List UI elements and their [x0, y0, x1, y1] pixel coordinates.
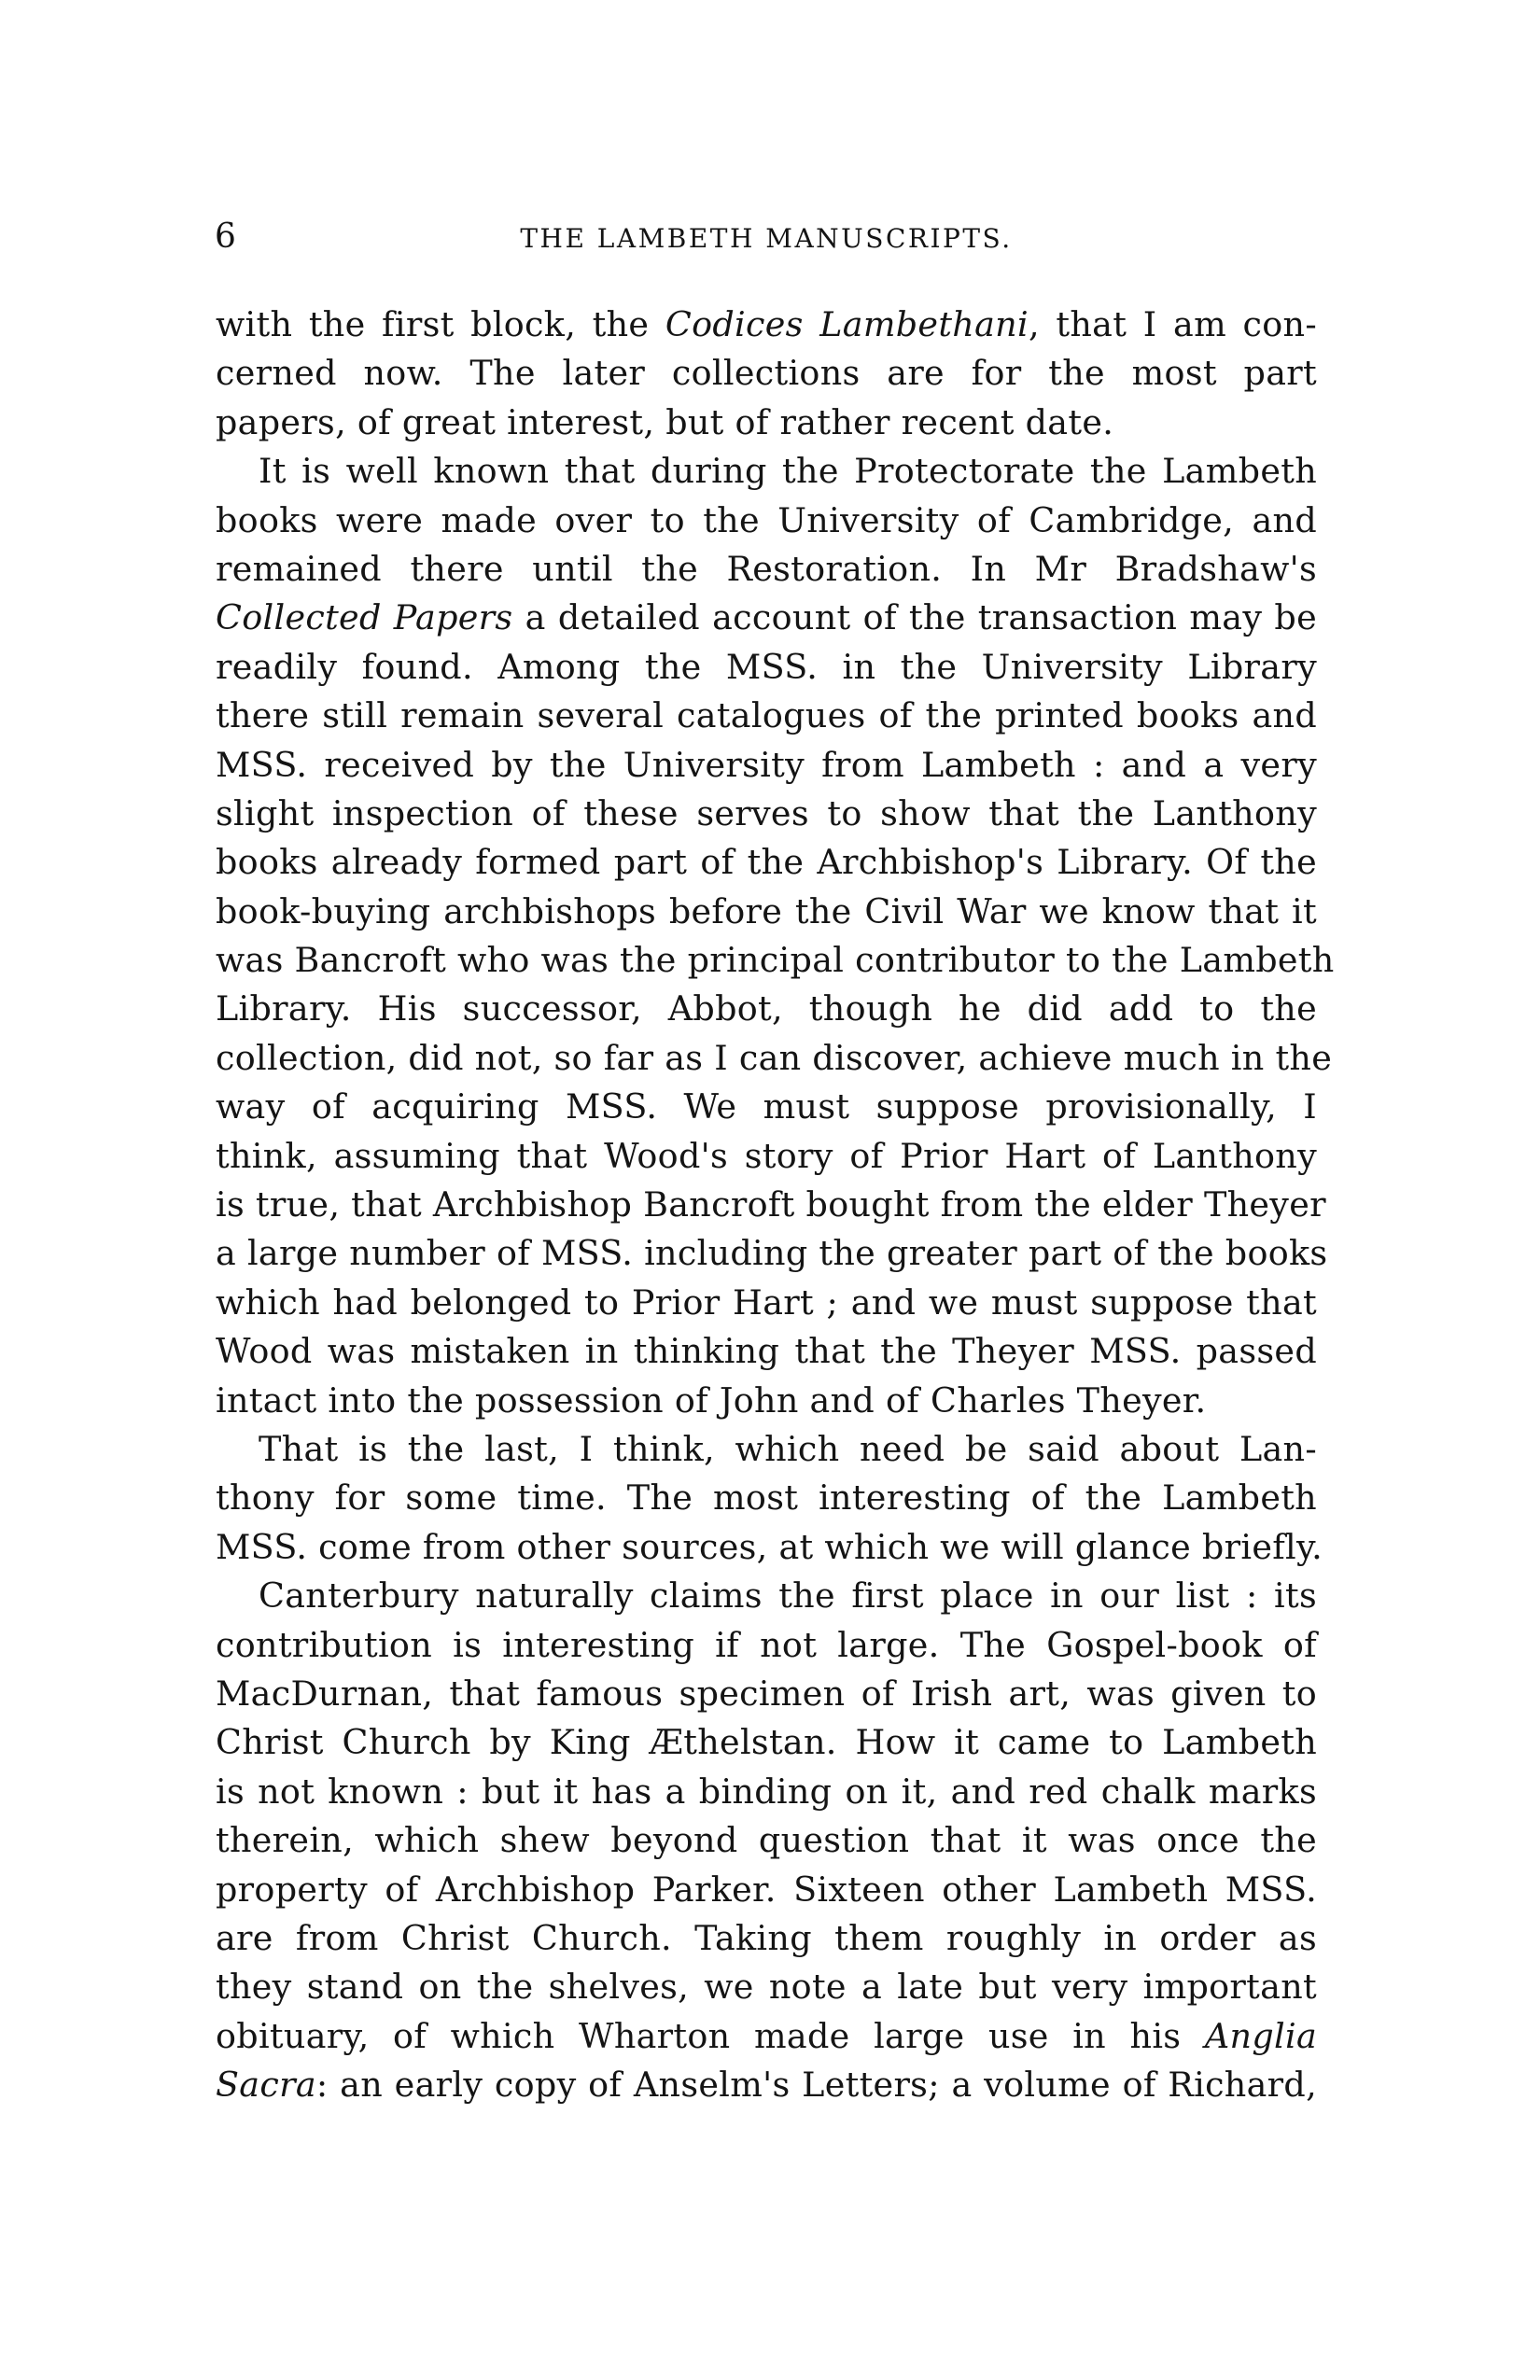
italic-title: Collected Papers [216, 597, 513, 638]
text-line: readily found. Among the MSS. in the University Library [216, 646, 1317, 687]
body-text [216, 301, 1335, 2109]
text-line: contribution is interesting if not large. The Gospel-book of [216, 1624, 1317, 1665]
text-line: there still remain several catalogues of the printed books and [216, 695, 1317, 736]
text-line: think, assuming that Wood's story of Prior Hart of Lanthony [216, 1135, 1317, 1176]
text-line: is not known : but it has a binding on it, and red chalk marks [216, 1771, 1317, 1812]
text-line: collection, did not, so far as I can discover, achieve much in the [216, 1037, 1333, 1078]
text-line: which had belonged to Prior Hart ; and we must suppose that [216, 1281, 1317, 1323]
text-line: a large number of MSS. including the greater part of the books [216, 1233, 1328, 1274]
text-line: cerned now. The later collections are for the most part [216, 353, 1317, 394]
page-header [215, 217, 1318, 258]
text-line: books already formed part of the Archbishop's Library. Of the [216, 842, 1317, 883]
text-line: are from Christ Church. Taking them roughly in order as [216, 1917, 1317, 1958]
text-line: Canterbury naturally claims the first place in our list : its [259, 1575, 1317, 1617]
text-line: therein, which shew beyond question that it was once the [216, 1820, 1317, 1861]
text-line: remained there until the Restoration. In Mr Bradshaw's [216, 548, 1317, 589]
text-line: they stand on the shelves, we note a late but very important [216, 1967, 1317, 2008]
text-line: Christ Church by King Æthelstan. How it came to Lambeth [216, 1722, 1317, 1763]
text-line: slight inspection of these serves to show that the Lanthony [216, 792, 1317, 833]
text-line: obituary, of which Wharton made large use in his Anglia [216, 2015, 1317, 2056]
text-line: property of Archbishop Parker. Sixteen other Lambeth MSS. [216, 1869, 1317, 1910]
text-line: MSS. come from other sources, at which we will glance briefly. [216, 1526, 1323, 1567]
text-line: MSS. received by the University from Lambeth : and a very [216, 744, 1317, 785]
running-title: THE LAMBETH MANUSCRIPTS. [520, 223, 1013, 254]
text-line: Library. His successor, Abbot, though he did add to the [216, 988, 1317, 1029]
text-line: is true, that Archbishop Bancroft bought from the elder Theyer [216, 1184, 1326, 1225]
text-line: thony for some time. The most interesting of the Lambeth [216, 1477, 1317, 1519]
italic-title: Anglia [1204, 2015, 1317, 2056]
text-line: book-buying archbishops before the Civil War we know that it [216, 890, 1317, 931]
text-line: That is the last, I think, which need be said about Lan- [259, 1428, 1317, 1469]
text-line: intact into the possession of John and of Charles Theyer. [216, 1379, 1207, 1421]
page-number: 6 [215, 217, 236, 256]
italic-title: Sacra [216, 2065, 316, 2106]
text-line: papers, of great interest, but of rather recent date. [216, 401, 1114, 442]
text-line: Wood was mistaken in thinking that the Theyer MSS. passed [216, 1331, 1317, 1372]
text-line: books were made over to the University of Cambridge, and [216, 499, 1317, 540]
italic-title: Codices Lambethani [665, 304, 1029, 344]
text-line: way of acquiring MSS. We must suppose provisionally, I [216, 1086, 1317, 1127]
text-line: was Bancroft who was the principal contributor to the Lambeth [216, 940, 1335, 981]
text-line: Sacra: an early copy of Anselm's Letters; a volume of Richard, [216, 2065, 1317, 2106]
text-line: MacDurnan, that famous specimen of Irish art, was given to [216, 1673, 1317, 1714]
text-line: Collected Papers a detailed account of the transaction may be [216, 597, 1317, 638]
text-line: with the first block, the Codices Lambethani, that I am con- [216, 304, 1317, 344]
text-line: It is well known that during the Protectorate the Lambeth [259, 451, 1317, 492]
